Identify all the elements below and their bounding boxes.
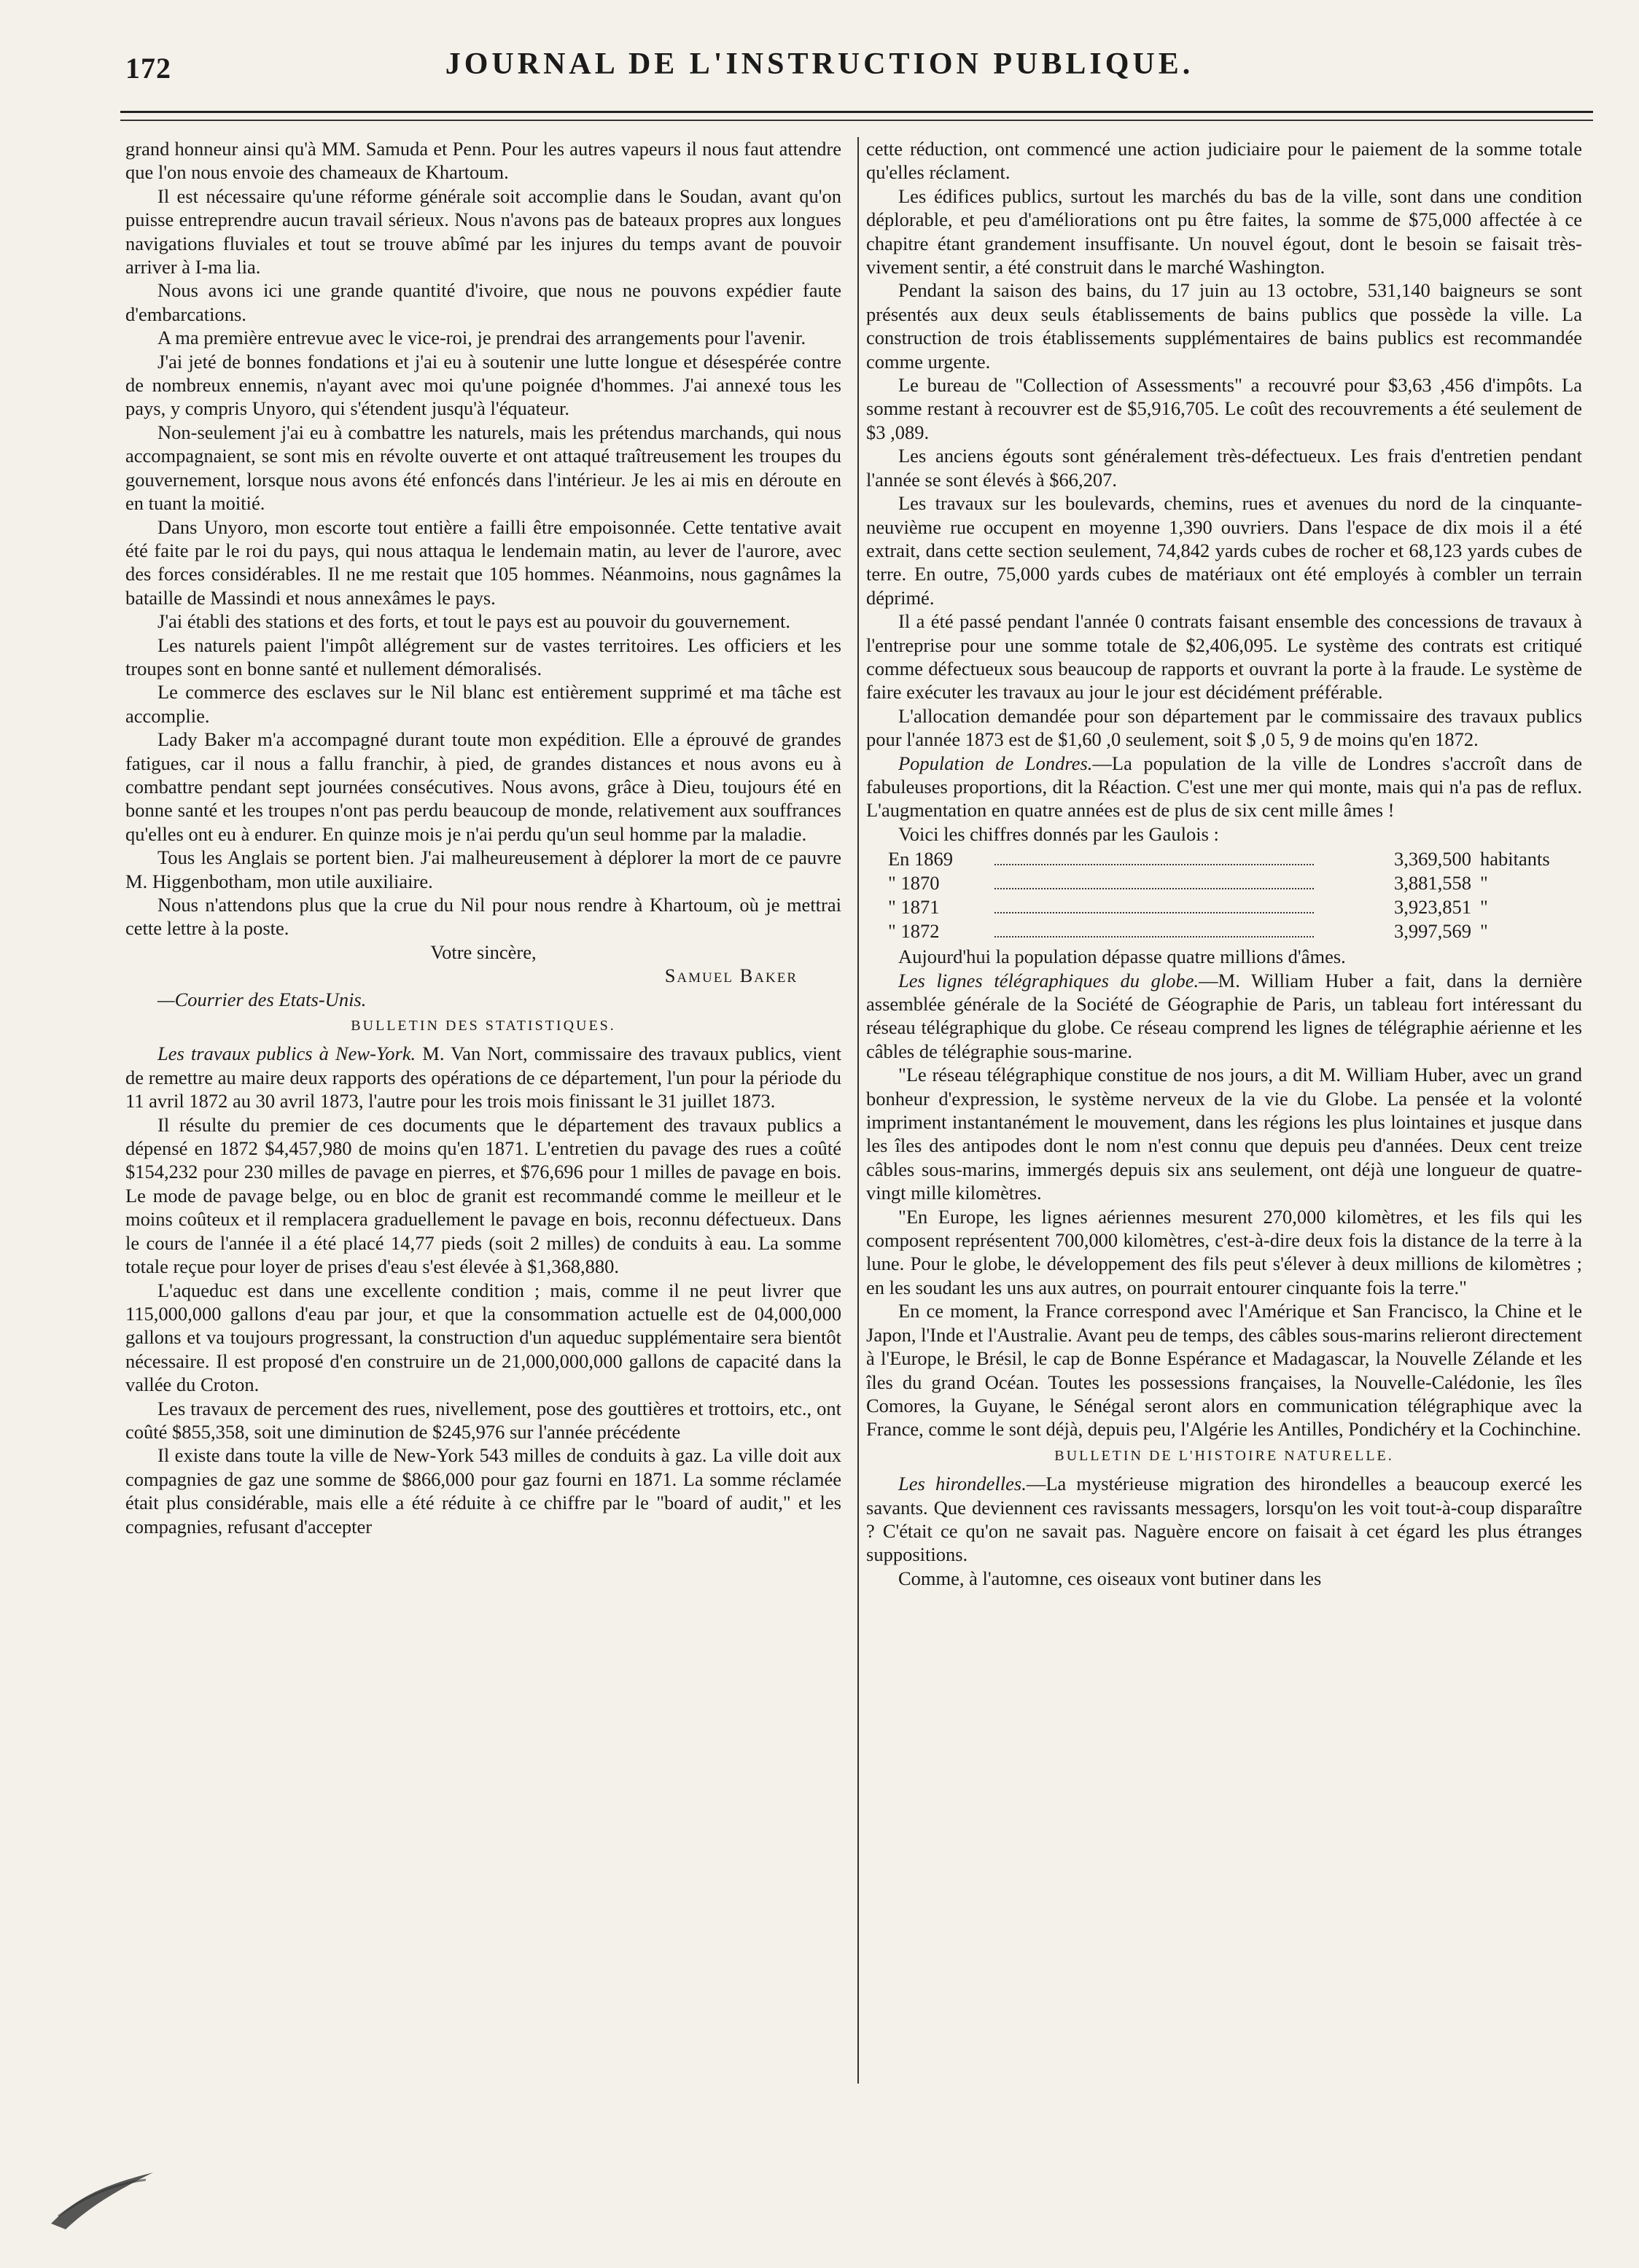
right-column [866, 137, 1582, 2229]
paragraph: "Le réseau télégraphique constitue de nos jours, a dit M. William Huber, avec un grand bonheur d'expression, le système nerveux de la vie du Globe. La pensée et la volonté impriment instantanément le mouvement, dans les régions les plus lointaines et jusque dans les îles des antipodes dont le nom n'est connu que depuis peu d'années. Deux cent treize câbles sous-marins, immergés depuis six ans seulement, ont déjà une longueur de quatre-vingt mille kilomètres. [866, 1064, 1582, 1204]
population-year: " 1871 [888, 896, 940, 919]
paragraph-text: M. Van Nort, commissaire des travaux publics, vient de remettre au maire deux rapports des opérations de ce département, l'un pour la période du 11 avril 1872 au 30 avril 1873, l'autre pour les trois mois finissant le 31 juillet 1873. [125, 1043, 841, 1112]
population-year: En 1869 [888, 848, 954, 870]
population-row [888, 871, 1582, 895]
paragraph-text: —M. William Huber a fait, dans la dernière assemblée générale de la Société de Géographie de Paris, un tableau fort intéressant du réseau télégraphique du globe. Ce réseau comprend les lignes de télégraphie aérienne et les câbles de télégraphie sous-marine. [866, 969, 1582, 1062]
population-row [888, 847, 1582, 871]
paragraph: Il résulte du premier de ces documents que le département des travaux publics a dépensé en 1872 $4,457,980 de moins qu'en 1871. L'entretien du pavage des rues a coûté $154,232 pour 230 milles de pavage en pierres, et $76,696 pour 1 milles de pavage en bois. Le mode de pavage belge, ou en bloc de granit est recommandé comme le meilleur et le moins coûteux et il remplacera graduellement le pavage en bois, reconnu défectueux. Dans le cours de l'année il a été placé 14,77 pieds (soit 2 milles) de conduits à eau. La somme totale reçue pour loyer de prises d'eau s'est élevée à $1,368,880. [125, 1113, 841, 1278]
paragraph: L'aqueduc est dans une excellente condition ; mais, comme il ne peut livrer que 115,000,000 gallons d'eau par jour, et que la consommation actuelle est de 04,000,000 gallons et va toujours progressant, la construction d'un aqueduc supplémentaire sera bientôt nécessaire. Il est proposé d'en construire un de 21,000,000,000 gallons de capacité dans la vallée du Croton. [125, 1279, 841, 1396]
paragraph: Le commerce des esclaves sur le Nil blanc est entièrement supprimé et ma tâche est accomplie. [125, 681, 841, 727]
paragraph: Non-seulement j'ai eu à combattre les naturels, mais les prétendus marchands, qui nous accompagnaient, se sont mis en révolte ouverte et ont attaqué traîtreusement les troupes du gouvernement, lorsque nous avons été enfoncés dans l'intérieur. Je les ai mis en déroute en en tuant la moitié. [125, 421, 841, 515]
paragraph [866, 1472, 1582, 1567]
population-unit: " [1480, 872, 1488, 895]
paragraph-text: —La population de la ville de Londres s'accroît dans de fabuleuses proportions, dit la Réaction. C'est une mer qui monte, mais qui n'a pas de reflux. L'augmentation en quatre années est de plus de six cent mille âmes ! [866, 752, 1582, 822]
section-heading: BULLETIN DES STATISTIQUES. [351, 1018, 616, 1034]
letter-closing: Votre sincère, [430, 940, 537, 963]
population-unit: habitants [1480, 848, 1550, 870]
population-value: 3,881,558 [1394, 872, 1471, 895]
column-divider [857, 137, 859, 2084]
paragraph [866, 752, 1582, 822]
population-table [888, 847, 1582, 943]
paragraph: Le bureau de "Collection of Assessments" a recouvré pour $3,63 ,456 d'impôts. La somme restant à recouvrer est de $5,916,705. Le coût des recouvrements a été seulement de $3 ,089. [866, 374, 1582, 443]
population-row [888, 919, 1582, 943]
paragraph: J'ai établi des stations et des forts, et tout le pays est au pouvoir du gouvernement. [157, 610, 791, 633]
paragraph: "En Europe, les lignes aériennes mesurent 270,000 kilomètres, et les fils qui les composent représentent 700,000 kilomètres, c'est-à-dire deux fois la distance de la terre à la lune. Pour le globe, le développement des fils peut s'élever à deux millions de kilomètres ; en les soudant les uns aux autres, on pourrait entourer cinquante fois la terre." [866, 1205, 1582, 1298]
paragraph: Voici les chiffres donnés par les Gaulois : [898, 822, 1219, 845]
paragraph [125, 1042, 841, 1112]
article-lead: Les travaux publics à New-York. [157, 1043, 416, 1065]
paragraph: En ce moment, la France correspond avec l'Amérique et San Francisco, la Chine et le Japon, l'Inde et l'Australie. Avant peu de temps, des câbles sous-marins relieront directement à l'Europe, le Brésil, le cap de Bonne Espérance et Madagascar, la Nouvelle Zélande et les îles du grand Océan. Toutes les possessions françaises, la Nouvelle-Calédonie, les îles Comores, la Guyane, le Sénégal seront alors en communication télégraphique avec la France, comme le sont déjà, depuis peu, l'Algérie les Antilles, Pondichéry et la Cochinchine. [866, 1300, 1582, 1441]
paragraph: Les anciens égouts sont généralement très-défectueux. Les frais d'entretien pendant l'année se sont élevés à $66,207. [866, 445, 1582, 491]
paragraph: L'allocation demandée pour son département par le commissaire des travaux publics pour l'année 1873 est de $1,60 ,0 seulement, soit $ ,0 5, 9 de moins qu'en 1872. [866, 704, 1582, 751]
dot-leader [994, 864, 1314, 865]
header-rule [120, 111, 1593, 113]
population-unit: " [1480, 920, 1488, 943]
paper-damage-mark [44, 2143, 160, 2231]
paragraph: Il existe dans toute la ville de New-York 543 milles de conduits à gaz. La ville doit aux compagnies de gaz une somme de $866,000 pour gaz fourni en 1871. La somme réclamée était plus considérable, mais elle a été réduite à ce chiffre par le "board of audit," et les compagnies, refusant d'accepter [125, 1444, 841, 1538]
letter-signature: Samuel Baker [664, 965, 798, 987]
page-number: 172 [125, 52, 171, 85]
journal-title: JOURNAL DE L'INSTRUCTION PUBLIQUE. [445, 47, 1194, 81]
header-rule-thin [120, 120, 1593, 121]
paragraph: Nous n'attendons plus que la crue du Nil pour nous rendre à Khartoum, où je mettrai cette lettre à la poste. [125, 894, 841, 940]
paragraph: Il est nécessaire qu'une réforme générale soit accomplie dans le Soudan, avant qu'on puisse entreprendre aucun travail sérieux. Nous n'avons pas de bateaux propres aux longues navigations fluviales et tout se trouve abîmé par les injures du temps avant de pouvoir arriver à I-ma lia. [125, 184, 841, 278]
population-year: " 1870 [888, 872, 940, 895]
population-row [888, 895, 1582, 919]
article-lead: Les hirondelles. [898, 1473, 1027, 1495]
paragraph: Les travaux de percement des rues, nivellement, pose des gouttières et trottoirs, etc., ont coûté $855,358, soit une diminution de $245,976 sur l'année précédente [125, 1397, 841, 1443]
paragraph: cette réduction, ont commencé une action judiciaire pour le paiement de la somme totale qu'elles réclament. [866, 138, 1582, 184]
paragraph: Pendant la saison des bains, du 17 juin au 13 octobre, 531,140 baigneurs se sont présentés aux deux seuls établissements de bains publics que possède la ville. La construction de trois établissements supplémentaires de bains publics est recommandée comme urgente. [866, 279, 1582, 373]
population-value: 3,997,569 [1394, 920, 1471, 943]
population-year: " 1872 [888, 920, 940, 943]
dot-leader [994, 936, 1314, 938]
paragraph: J'ai jeté de bonnes fondations et j'ai eu à soutenir une lutte longue et désespérée contre de nombreux ennemis, n'ayant avec moi qu'une poignée d'hommes. J'ai annexé tous les pays, y compris Unyoro, qui s'étendent jusqu'à l'équateur. [125, 350, 841, 420]
dot-leader [994, 888, 1314, 889]
population-value: 3,369,500 [1394, 848, 1471, 870]
article-lead: Les lignes télégraphiques du globe. [898, 969, 1199, 991]
left-column [125, 137, 841, 2229]
paragraph [866, 969, 1582, 1064]
paragraph: Tous les Anglais se portent bien. J'ai malheureusement à déplorer la mort de ce pauvre M. Higgenbotham, mon utile auxiliaire. [125, 846, 841, 892]
population-unit: " [1480, 896, 1488, 919]
paragraph: A ma première entrevue avec le vice-roi, je prendrai des arrangements pour l'avenir. [157, 327, 806, 349]
article-lead: Population de Londres. [898, 752, 1093, 774]
section-heading: BULLETIN DE L'HISTOIRE NATURELLE. [1054, 1447, 1394, 1464]
dot-leader [994, 912, 1314, 913]
population-value: 3,923,851 [1394, 896, 1471, 919]
paragraph: Aujourd'hui la population dépasse quatre millions d'âmes. [898, 946, 1346, 968]
source-credit: —Courrier des Etats-Unis. [157, 988, 367, 1010]
paragraph: Nous avons ici une grande quantité d'ivoire, que nous ne pouvons expédier faute d'embarcations. [125, 279, 841, 325]
paragraph: Les travaux sur les boulevards, chemins, rues et avenues du nord de la cinquante-neuvième rue occupent en moyenne 1,390 ouvriers. Dans l'espace de dix mois il a été extrait, dans cette section seulement, 74,842 yards cubes de rocher et 68,123 yards cubes de terre. En outre, 75,000 yards cubes de matériaux ont été employés à combler un terrain déprimé. [866, 492, 1582, 609]
paragraph: Dans Unyoro, mon escorte tout entière a failli être empoisonnée. Cette tentative avait été faite par le roi du pays, qui nous attaqua le lendemain matin, au lever de l'aurore, avec des forces considérables. Il ne me restait que 105 hommes. Néanmoins, nous gagnâmes la bataille de Massindi et nous annexâmes le pays. [125, 515, 841, 609]
paragraph: Comme, à l'automne, ces oiseaux vont butiner dans les [898, 1567, 1322, 1589]
paragraph: Il a été passé pendant l'année 0 contrats faisant ensemble des concessions de travaux à l'entreprise pour une somme totale de $2,406,095. Le système des contrats est critiqué comme défectueux sous beaucoup de rapports et ouvrant la porte à la fraude. Le système de faire exécuter les travaux au jour le jour est décidément préférable. [866, 610, 1582, 704]
paragraph: Lady Baker m'a accompagné durant toute mon expédition. Elle a éprouvé de grandes fatigues, car il nous a fallu franchir, à pied, de grandes distances et nous avons eu à combattre pendant sept journées consécutives. Nous avons, grâce à Dieu, toujours été en bonne santé et les troupes n'ont pas perdu beaucoup de monde, relativement aux souffrances qu'elles ont eu à endurer. En quinze mois je n'ai perdu qu'un seul homme par la maladie. [125, 728, 841, 845]
paragraph: Les naturels paient l'impôt allégrement sur de vastes territoires. Les officiers et les troupes sont en bonne santé et nullement démoralisés. [125, 634, 841, 679]
paragraph: grand honneur ainsi qu'à MM. Samuda et Penn. Pour les autres vapeurs il nous faut attendre que l'on nous envoie des chameaux de Khartoum. [125, 138, 841, 184]
paragraph: Les édifices publics, surtout les marchés du bas de la ville, sont dans une condition déplorable, et peu d'améliorations ont pu être faites, la somme de $75,000 affectée à ce chapitre étant grandement insuffisante. Un nouvel égout, dont le besoin se faisait très-vivement sentir, a été construit dans le marché Washington. [866, 184, 1582, 278]
paragraph-text: —La mystérieuse migration des hirondelles a beaucoup exercé les savants. Que deviennent ces ravissants messagers, lorsqu'on les voit tout-à-coup disparaître ? C'était ce qu'on ne savait pas. Naguère encore on faisait à cet égard les plus étranges suppositions. [866, 1473, 1582, 1566]
